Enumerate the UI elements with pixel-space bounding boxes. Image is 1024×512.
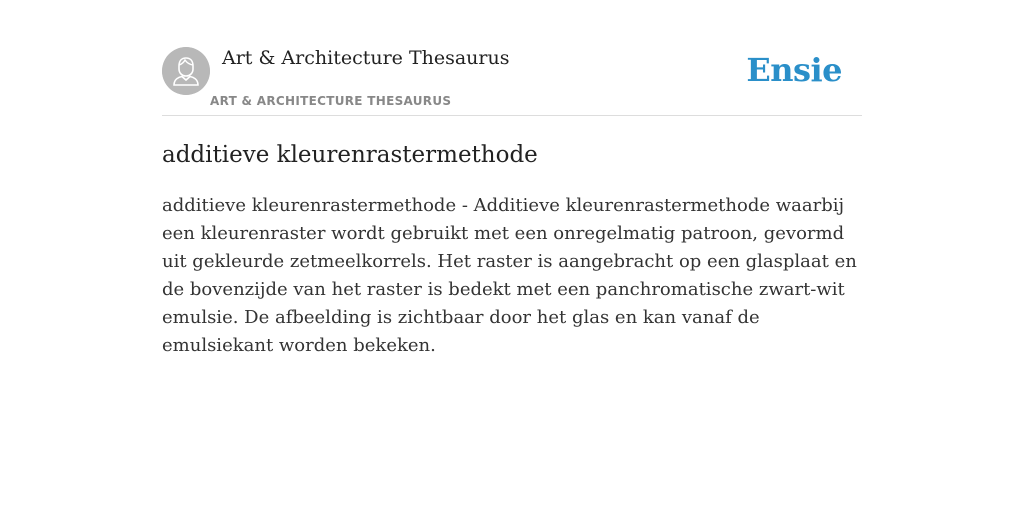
header (162, 0, 862, 116)
ensie-logo[interactable]: Ensie (746, 51, 842, 89)
user-placeholder-icon[interactable] (162, 47, 210, 95)
author-caps-label: ART & ARCHITECTURE THESAURUS (210, 94, 452, 108)
page-title: additieve kleurenrastermethode (162, 142, 538, 168)
page-container (162, 0, 862, 356)
definition-text: additieve kleurenrastermethode - Additieve kleurenrastermethode waarbij een kleurenraster wordt gebruikt met een onregelmatig patroon, gevormd uit gekleurde zetmeelkorrels. Het raster is aangebracht op een glasplaat en de bovenzijde van het raster is bedekt met een panchromatische zwart-wit emulsie. De afbeelding is zichtbaar door het glas en kan vanaf de emulsiekant worden bekeken. (162, 195, 857, 356)
author-name-link[interactable]: Art & Architecture Thesaurus (222, 47, 510, 69)
